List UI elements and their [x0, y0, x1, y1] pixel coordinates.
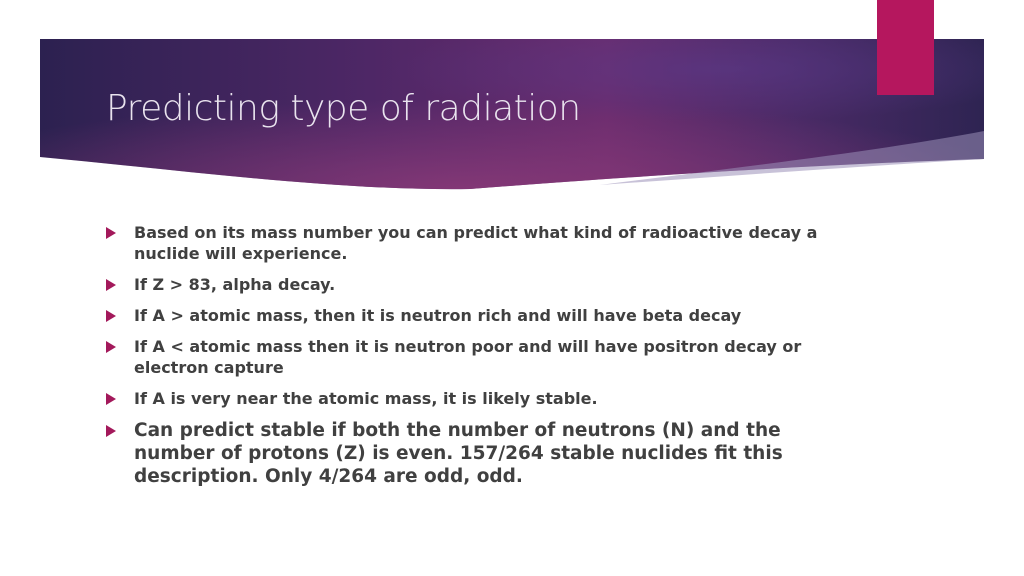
bullet-item: [106, 274, 836, 295]
triangle-bullet-icon: [106, 425, 116, 437]
bullet-text: If Z > 83, alpha decay.: [134, 275, 336, 294]
bullet-text: Based on its mass number you can predict what kind of radioactive decay a nuclide will experience.: [134, 223, 818, 263]
bullet-list: [106, 222, 836, 498]
slide-title: Predicting type of radiation: [106, 88, 581, 129]
bullet-item: [106, 419, 784, 488]
triangle-bullet-icon: [106, 227, 116, 239]
triangle-bullet-icon: [106, 310, 116, 322]
bullet-item: [106, 305, 836, 326]
bullet-text: If A < atomic mass then it is neutron poor and will have positron decay or electron capture: [134, 337, 802, 377]
triangle-bullet-icon: [106, 341, 116, 353]
bullet-item: [106, 222, 836, 264]
accent-tab: [877, 0, 934, 95]
bullet-text: Can predict stable if both the number of neutrons (N) and the number of protons (Z) is even. 157/264 stable nuclides fit this description. Only 4/264 are odd, odd.: [134, 420, 783, 487]
bullet-text: If A is very near the atomic mass, it is likely stable.: [134, 389, 598, 408]
bullet-item: [106, 388, 836, 409]
bullet-text: If A > atomic mass, then it is neutron rich and will have beta decay: [134, 306, 742, 325]
triangle-bullet-icon: [106, 279, 116, 291]
bullet-item: [106, 336, 836, 378]
triangle-bullet-icon: [106, 393, 116, 405]
